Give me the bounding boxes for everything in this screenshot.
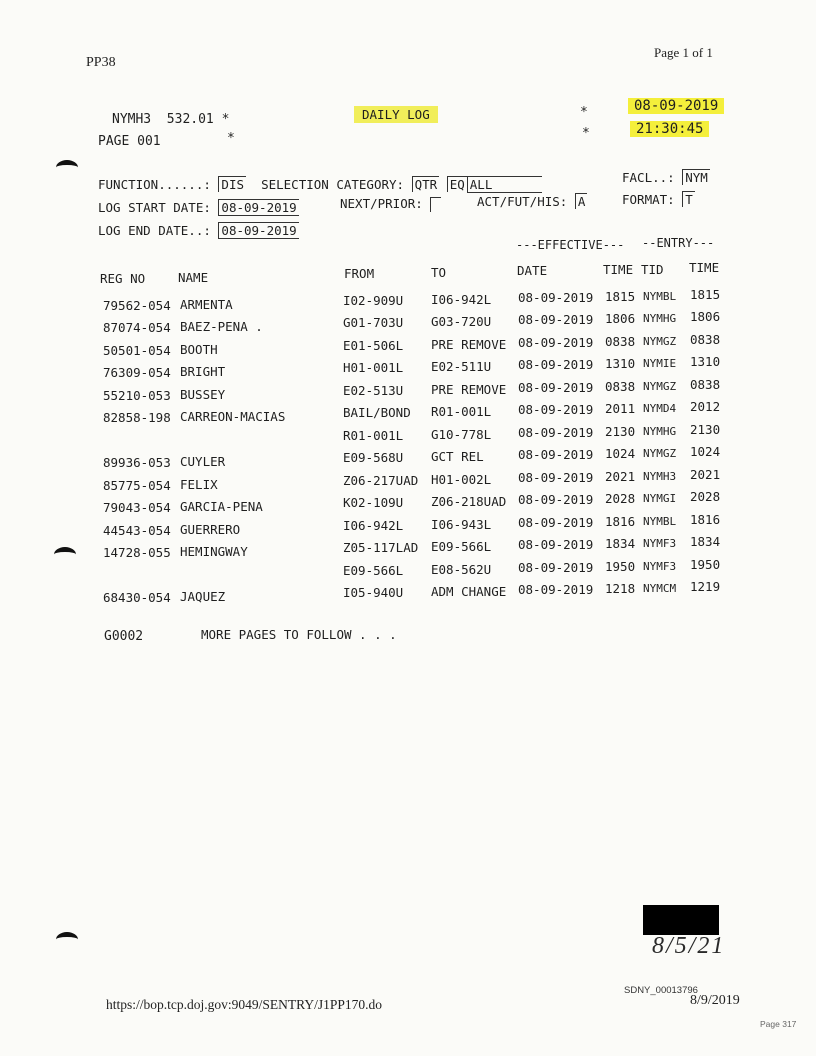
cell-date: 08-09-2019 bbox=[518, 492, 594, 507]
cell-etime: 1219 bbox=[690, 579, 721, 594]
log-start-label: LOG START DATE: bbox=[98, 200, 211, 215]
cell-to: R01-001L bbox=[431, 404, 492, 419]
cell-date: 08-09-2019 bbox=[518, 380, 594, 395]
cell-from: Z05-117LAD bbox=[343, 540, 419, 555]
table-row bbox=[0, 399, 816, 425]
cell-date: 08-09-2019 bbox=[518, 290, 594, 305]
cell-to: PRE REMOVE bbox=[431, 382, 507, 397]
cell-etime: 1816 bbox=[690, 512, 721, 527]
cell-from: I06-942L bbox=[343, 518, 404, 533]
cell-time: 1950 bbox=[605, 559, 636, 574]
table-row bbox=[0, 354, 816, 380]
cell-time: 0838 bbox=[605, 334, 636, 349]
cell-name: FELIX bbox=[180, 477, 218, 492]
cell-name: CARREON-MACIAS bbox=[180, 409, 286, 424]
cell-etime: 1310 bbox=[690, 354, 721, 369]
bates-number: SDNY_00013796 bbox=[624, 985, 698, 996]
header-star-right-1: * bbox=[580, 105, 588, 120]
table-row bbox=[0, 309, 816, 335]
page-of-label: Page 1 of 1 bbox=[654, 45, 713, 60]
next-prior-label: NEXT/PRIOR: bbox=[340, 196, 423, 211]
cell-reg: 68430-054 bbox=[103, 590, 171, 605]
cell-tid: NYMF3 bbox=[643, 560, 677, 573]
cell-date: 08-09-2019 bbox=[518, 447, 594, 462]
cell-etime: 1950 bbox=[690, 557, 721, 572]
cell-from: I02-909U bbox=[343, 293, 404, 308]
cell-reg: 79562-054 bbox=[103, 298, 171, 313]
footer-code: G0002 bbox=[104, 629, 144, 644]
column-header: FROM bbox=[344, 266, 375, 281]
act-label: ACT/FUT/HIS: bbox=[477, 194, 568, 209]
cell-etime: 1815 bbox=[690, 287, 721, 302]
cell-etime: 1806 bbox=[690, 309, 721, 324]
log-start-field: 08-09-2019 bbox=[218, 199, 298, 216]
cell-to: PRE REMOVE bbox=[431, 337, 507, 352]
cell-date: 08-09-2019 bbox=[518, 560, 594, 575]
cell-name: ARMENTA bbox=[180, 297, 233, 312]
cell-etime: 0838 bbox=[690, 332, 721, 347]
cell-reg: 82858-198 bbox=[103, 410, 171, 425]
facl-field: NYM bbox=[682, 169, 710, 185]
cell-to: ADM CHANGE bbox=[431, 584, 507, 599]
table-row bbox=[0, 332, 816, 358]
cell-to: I06-942L bbox=[431, 292, 492, 307]
cell-date: 08-09-2019 bbox=[518, 537, 594, 552]
cell-tid: NYMGZ bbox=[643, 447, 677, 460]
act-field: A bbox=[575, 193, 588, 209]
cell-to: E02-511U bbox=[431, 359, 492, 374]
cell-tid: NYMGZ bbox=[643, 335, 677, 348]
eq-label: EQ bbox=[447, 176, 467, 192]
cell-tid: NYMBL bbox=[643, 290, 677, 303]
cell-from: E01-506L bbox=[343, 338, 404, 353]
cell-tid: NYMGZ bbox=[643, 380, 677, 393]
more-pages-note: MORE PAGES TO FOLLOW . . . bbox=[201, 627, 397, 642]
cell-etime: 2021 bbox=[690, 467, 721, 482]
table-row bbox=[0, 444, 816, 470]
column-header: TID bbox=[641, 262, 664, 277]
cell-date: 08-09-2019 bbox=[518, 402, 594, 417]
cell-reg: 50501-054 bbox=[103, 343, 171, 358]
column-header: REG NO bbox=[100, 271, 146, 286]
selection-field: QTR bbox=[412, 176, 440, 192]
cell-from: I05-940U bbox=[343, 585, 404, 600]
cell-from: H01-001L bbox=[343, 360, 404, 375]
cell-to: E09-566L bbox=[431, 539, 492, 554]
cell-date: 08-09-2019 bbox=[518, 515, 594, 530]
corner-id: PP38 bbox=[86, 55, 116, 70]
cell-time: 1310 bbox=[605, 356, 636, 371]
cell-date: 08-09-2019 bbox=[518, 335, 594, 350]
cell-date: 08-09-2019 bbox=[518, 425, 594, 440]
table-row bbox=[0, 377, 816, 403]
entry-group-header: --ENTRY--- bbox=[642, 236, 715, 250]
cell-to: I06-943L bbox=[431, 517, 492, 532]
cell-tid: NYMF3 bbox=[643, 537, 677, 550]
page-number-label: PAGE 001 bbox=[98, 134, 161, 149]
system-code: 532.01 bbox=[166, 112, 214, 127]
cell-etime: 2130 bbox=[690, 422, 721, 437]
cell-from: E09-566L bbox=[343, 563, 404, 578]
cell-time: 2130 bbox=[605, 424, 636, 439]
cell-from: K02-109U bbox=[343, 495, 404, 510]
table-row bbox=[0, 559, 816, 579]
log-end-field: 08-09-2019 bbox=[218, 222, 298, 239]
cell-name: CUYLER bbox=[180, 454, 226, 469]
cell-name: BOOTH bbox=[180, 342, 218, 357]
cell-etime: 2028 bbox=[690, 489, 721, 504]
cell-reg: 44543-054 bbox=[103, 523, 171, 538]
cell-time: 2011 bbox=[605, 401, 636, 416]
table-row bbox=[0, 287, 816, 313]
cell-tid: NYMBL bbox=[643, 515, 677, 528]
header-star-left-2: * bbox=[227, 131, 235, 146]
cell-tid: NYMGI bbox=[643, 492, 677, 505]
cell-etime: 1834 bbox=[690, 534, 721, 549]
cell-to: GCT REL bbox=[431, 449, 484, 464]
cell-from: E02-513U bbox=[343, 383, 404, 398]
cell-name: JAQUEZ bbox=[180, 589, 226, 604]
cell-from: BAIL/BOND bbox=[343, 405, 411, 420]
report-title-text: DAILY LOG bbox=[354, 106, 438, 123]
eq-field: ALL bbox=[467, 176, 543, 193]
cell-reg: 76309-054 bbox=[103, 365, 171, 380]
cell-etime: 0838 bbox=[690, 377, 721, 392]
report-time-text: 21:30:45 bbox=[630, 121, 709, 137]
redaction-box bbox=[643, 905, 719, 935]
cell-name: BUSSEY bbox=[180, 387, 226, 402]
cell-reg: 55210-053 bbox=[103, 388, 171, 403]
cell-tid: NYMHG bbox=[643, 312, 677, 325]
selection-label: SELECTION CATEGORY: bbox=[261, 177, 405, 192]
header-star-right-2: * bbox=[582, 126, 590, 141]
column-header: TIME bbox=[689, 260, 720, 275]
function-field: DIS bbox=[218, 176, 246, 192]
cell-to: H01-002L bbox=[431, 472, 492, 487]
handwritten-date: 8/5/21 bbox=[652, 933, 726, 959]
cell-to: E08-562U bbox=[431, 562, 492, 577]
cell-to: G10-778L bbox=[431, 427, 492, 442]
cell-date: 08-09-2019 bbox=[518, 582, 594, 597]
table-row bbox=[0, 534, 816, 560]
cell-time: 1834 bbox=[605, 536, 636, 551]
cell-reg: 89936-053 bbox=[103, 455, 171, 470]
table-row bbox=[0, 424, 816, 444]
header-star: * bbox=[221, 112, 230, 127]
source-url: https://bop.tcp.doj.gov:9049/SENTRY/J1PP170.do bbox=[106, 997, 383, 1012]
cell-time: 2021 bbox=[605, 469, 636, 484]
cell-reg: 85775-054 bbox=[103, 478, 171, 493]
cell-name: GARCIA-PENA bbox=[180, 499, 263, 514]
cell-from: E09-568U bbox=[343, 450, 404, 465]
table-row bbox=[0, 512, 816, 538]
report-date-text: 08-09-2019 bbox=[628, 98, 724, 114]
cell-etime: 2012 bbox=[690, 399, 721, 414]
print-date: 8/9/2019 bbox=[690, 993, 740, 1008]
page-number: Page 317 bbox=[760, 1019, 797, 1029]
cell-name: BRIGHT bbox=[180, 364, 226, 379]
cell-date: 08-09-2019 bbox=[518, 470, 594, 485]
cell-reg: 79043-054 bbox=[103, 500, 171, 515]
cell-from: Z06-217UAD bbox=[343, 473, 419, 488]
column-header: TIME bbox=[603, 262, 634, 277]
function-label: FUNCTION......: bbox=[98, 177, 211, 192]
cell-from: G01-703U bbox=[343, 315, 404, 330]
system-name: NYMH3 bbox=[112, 112, 152, 127]
column-header: TO bbox=[431, 265, 447, 280]
cell-etime: 1024 bbox=[690, 444, 721, 459]
cell-tid: NYMHG bbox=[643, 425, 677, 438]
cell-to: Z06-218UAD bbox=[431, 494, 507, 509]
cell-time: 1806 bbox=[605, 311, 636, 326]
cell-name: BAEZ-PENA . bbox=[180, 319, 263, 334]
cell-tid: NYMCM bbox=[643, 582, 677, 595]
cell-tid: NYMD4 bbox=[643, 402, 677, 415]
cell-reg: 14728-055 bbox=[103, 545, 171, 560]
cell-reg: 87074-054 bbox=[103, 320, 171, 335]
format-field: T bbox=[682, 191, 695, 207]
cell-time: 1024 bbox=[605, 446, 636, 461]
log-end-label: LOG END DATE..: bbox=[98, 223, 211, 238]
cell-date: 08-09-2019 bbox=[518, 357, 594, 372]
table-header-row bbox=[0, 260, 816, 286]
format-label: FORMAT: bbox=[622, 192, 675, 207]
cell-date: 08-09-2019 bbox=[518, 312, 594, 327]
cell-from: R01-001L bbox=[343, 428, 404, 443]
cell-time: 0838 bbox=[605, 379, 636, 394]
cell-time: 1218 bbox=[605, 581, 636, 596]
cell-tid: NYMH3 bbox=[643, 470, 677, 483]
column-header: DATE bbox=[517, 263, 548, 278]
cell-time: 2028 bbox=[605, 491, 636, 506]
cell-to: G03-720U bbox=[431, 314, 492, 329]
cell-tid: NYMIE bbox=[643, 357, 677, 370]
cell-name: HEMINGWAY bbox=[180, 544, 248, 559]
table-row bbox=[0, 489, 816, 515]
table-row bbox=[0, 467, 816, 493]
cell-time: 1815 bbox=[605, 289, 636, 304]
cell-time: 1816 bbox=[605, 514, 636, 529]
column-header: NAME bbox=[178, 270, 209, 285]
facl-label: FACL..: bbox=[622, 170, 675, 185]
table-row bbox=[0, 579, 816, 605]
effective-group-header: ---EFFECTIVE--- bbox=[516, 238, 625, 252]
cell-name: GUERRERO bbox=[180, 522, 241, 537]
